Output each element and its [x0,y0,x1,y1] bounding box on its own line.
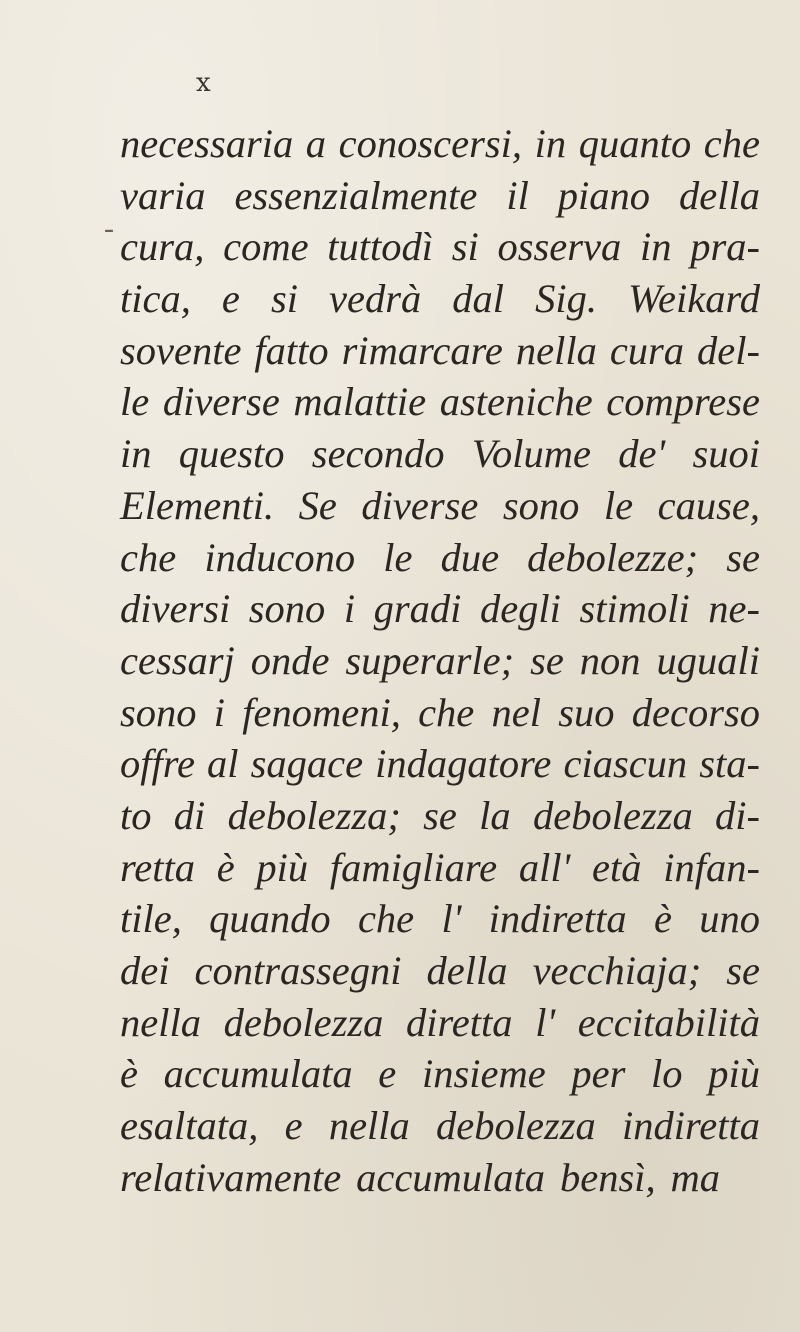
text-line: cessarj onde superarle; se non uguali [120,637,760,683]
text-line: retta è più famigliare all' età infan- [120,844,760,890]
margin-mark: - [104,212,114,245]
text-line: sovente fatto rimarcare nella cura del- [120,327,760,373]
page-number: x [196,68,212,98]
text-line: necessaria a conoscersi, in quanto che [120,121,760,166]
text-line: to di debolezza; se la debolezza di- [120,792,760,838]
body-text [120,118,760,1203]
text-line: dei contrassegni della vecchiaja; se [120,948,760,993]
text-line: in questo secondo Volume de' suoi [120,431,760,477]
text-line: offre al sagace indagatore ciascun sta- [120,741,760,787]
text-line: è accumulata e insieme per lo più [120,1051,760,1097]
text-line: esaltata, e nella debolezza indiretta [120,1103,760,1149]
text-line: sono i fenomeni, che nel suo decorso [120,689,760,735]
text-line: diversi sono i gradi degli stimoli ne- [120,586,760,632]
text-line: nella debolezza diretta l' eccitabilità [120,999,760,1045]
text-line: che inducono le due debolezze; se [120,534,760,580]
text-line: tica, e si vedrà dal Sig. Weikard [120,276,760,322]
text-line: varia essenzialmente il piano della [120,172,760,218]
text-line: le diverse malattie asteniche comprese [120,379,760,425]
text-line: relativamente accumulata bensì, ma [120,1154,720,1200]
text-line: cura, come tuttodì si osserva in pra- [120,224,760,270]
text-line: Elementi. Se diverse sono le cause, [120,482,760,528]
text-line: tile, quando che l' indiretta è uno [120,896,760,942]
